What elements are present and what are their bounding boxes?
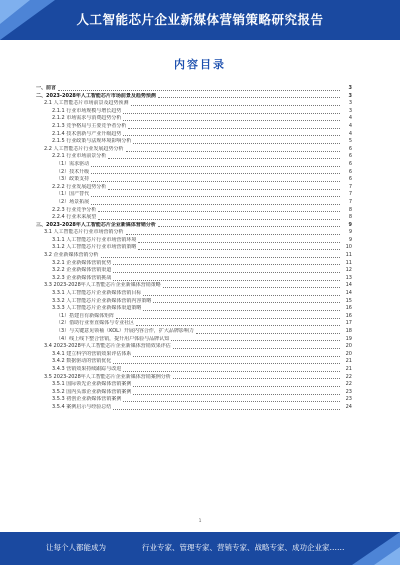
toc-leader-dots xyxy=(108,189,340,190)
toc-entry-page: 8 xyxy=(348,214,352,221)
toc-leader-dots xyxy=(131,105,340,106)
toc-entry-text: 2.1.2 市场需求与消费趋势分析 xyxy=(52,115,122,122)
toc-entry-text: 3.1 人工智能芯片行业市场营销分析 xyxy=(44,229,124,236)
toc-entry-text: （2）技术升级 xyxy=(56,168,90,175)
toc-entry-page: 21 xyxy=(345,358,352,365)
toc-leader-dots xyxy=(123,120,340,121)
toc-leader-dots xyxy=(98,211,340,212)
toc-entry-text: 3.3.3 人工智能芯片企业新媒体渠道策略 xyxy=(52,305,142,312)
toc-leader-dots xyxy=(128,128,340,129)
footer-slogan-left: 让每个人都能成为 xyxy=(46,543,106,552)
toc-leader-dots xyxy=(173,378,340,379)
toc-entry[interactable] xyxy=(36,320,352,328)
report-title: 人工智能芯片企业新媒体营销策略研究报告 xyxy=(76,12,324,27)
toc-entry[interactable] xyxy=(36,169,352,177)
toc-entry-page: 11 xyxy=(345,252,352,259)
toc-entry-text: 2.1.3 竞争格局与主要竞争者分析 xyxy=(52,122,127,129)
toc-entry-page: 13 xyxy=(345,274,352,281)
toc-entry-text: 3.4.1 建立科学的营销效果评估体系 xyxy=(52,350,132,357)
toc-entry[interactable] xyxy=(36,404,352,412)
toc-entry-page: 3 xyxy=(348,100,352,107)
toc-entry-text: 3.5.1 国际领先企业新媒体营销案例 xyxy=(52,381,132,388)
page-header xyxy=(0,0,400,40)
toc-entry[interactable] xyxy=(36,305,352,313)
toc-entry-text: 2.2.4 行业未来展望 xyxy=(52,214,97,221)
toc-leader-dots xyxy=(58,90,340,91)
toc-entry-text: 2.1.4 技术创新与产业升级趋势 xyxy=(52,130,122,137)
toc-entry-text: 一、前言 xyxy=(36,85,57,91)
toc-entry-text: 2.2.1 行业市场前景分析 xyxy=(52,153,107,160)
toc-leader-dots xyxy=(171,340,340,341)
toc-entry-page: 10 xyxy=(345,244,352,251)
toc-entry[interactable] xyxy=(36,275,352,283)
toc-entry-page: 11 xyxy=(345,259,352,266)
toc-entry[interactable] xyxy=(36,267,352,275)
toc-entry[interactable] xyxy=(36,358,352,366)
toc-leader-dots xyxy=(138,242,340,243)
toc-entry[interactable] xyxy=(36,146,352,154)
toc-entry[interactable] xyxy=(36,191,352,199)
toc-entry-text: 3.1.2 人工智能芯片行业市场营销策略 xyxy=(52,244,137,251)
toc-leader-dots xyxy=(91,204,340,205)
toc-entry[interactable] xyxy=(36,351,352,359)
toc-entry-text: 3.4.2 数据驱动的营销优化 xyxy=(52,358,112,365)
toc-entry[interactable] xyxy=(36,138,352,146)
table-of-contents xyxy=(36,85,352,412)
toc-entry-page: 14 xyxy=(345,282,352,289)
toc-entry-page: 14 xyxy=(345,290,352,297)
toc-entry[interactable] xyxy=(36,229,352,237)
toc-entry-page: 19 xyxy=(345,335,352,342)
toc-entry-page: 22 xyxy=(345,381,352,388)
toc-entry-page: 24 xyxy=(345,403,352,410)
footer-slogan-right: 行业专家、管理专家、营销专家、战略专家、成功企业家…… xyxy=(142,543,345,552)
toc-entry-text: （3）政策支持 xyxy=(56,176,90,183)
toc-leader-dots xyxy=(91,173,340,174)
toc-entry[interactable] xyxy=(36,374,352,382)
toc-entry[interactable] xyxy=(36,298,352,306)
toc-entry[interactable] xyxy=(36,199,352,207)
toc-entry-page: 4 xyxy=(348,130,352,137)
toc-leader-dots xyxy=(116,318,340,319)
toc-leader-dots xyxy=(136,325,340,326)
toc-entry-page: 17 xyxy=(345,320,352,327)
toc-entry-text: 3.5.2 国内头部企业新媒体营销案例 xyxy=(52,388,132,395)
toc-entry[interactable] xyxy=(36,153,352,161)
toc-entry[interactable] xyxy=(36,343,352,351)
toc-leader-dots xyxy=(113,409,340,410)
toc-entry[interactable] xyxy=(36,207,352,215)
page-footer xyxy=(0,532,400,565)
toc-leader-dots xyxy=(98,219,340,220)
toc-entry[interactable] xyxy=(36,222,352,230)
toc-entry[interactable] xyxy=(36,252,352,260)
toc-leader-dots xyxy=(91,166,340,167)
toc-entry[interactable] xyxy=(36,260,352,268)
toc-entry-text: 3.3 2023-2028年人工智能芯片企业新媒体营销策略 xyxy=(44,282,161,289)
toc-entry-text: 2.1.1 行业市场规模与增长趋势 xyxy=(52,107,122,114)
toc-leader-dots xyxy=(123,371,340,372)
toc-entry-page: 6 xyxy=(348,168,352,175)
toc-entry-text: （3）与关键意见领袖（KOL）开展内容合作，扩大品牌影响力 xyxy=(56,328,194,334)
toc-entry-page: 6 xyxy=(348,153,352,160)
toc-entry-page: 9 xyxy=(348,236,352,243)
toc-entry-page: 8 xyxy=(348,206,352,213)
toc-entry[interactable] xyxy=(36,184,352,192)
toc-leader-dots xyxy=(163,287,340,288)
toc-leader-dots xyxy=(123,113,340,114)
toc-entry[interactable] xyxy=(36,244,352,252)
toc-entry-text: 3.3.1 人工智能芯片企业新媒体营销目标 xyxy=(52,290,142,297)
toc-entry-page: 12 xyxy=(345,267,352,274)
toc-entry-page: 20 xyxy=(345,350,352,357)
toc-entry-page: 7 xyxy=(348,183,352,190)
toc-entry-text: （4）线上线下整合营销，提升用户体验与品牌认知 xyxy=(56,335,170,342)
toc-entry-text: 3.2.3 企业新媒体营销挑战 xyxy=(52,274,112,281)
toc-entry-page: 7 xyxy=(348,191,352,198)
toc-leader-dots xyxy=(108,158,340,159)
toc-leader-dots xyxy=(126,151,340,152)
toc-entry[interactable] xyxy=(36,381,352,389)
toc-entry-page: 15 xyxy=(345,297,352,304)
toc-entry-text: （1）国产替代 xyxy=(56,191,90,198)
toc-entry[interactable] xyxy=(36,108,352,116)
toc-entry-text: 3.5.4 案例启示与经验总结 xyxy=(52,403,112,410)
toc-entry-page: 5 xyxy=(348,138,352,145)
toc-entry-text: 3.2.2 企业新媒体营销渠道 xyxy=(52,267,112,274)
toc-entry-page: 9 xyxy=(348,221,352,228)
toc-leader-dots xyxy=(143,295,340,296)
toc-leader-dots xyxy=(133,394,340,395)
toc-entry-text: 3.2 企业新媒体营销分析 xyxy=(44,252,99,259)
toc-leader-dots xyxy=(143,310,340,311)
toc-entry-page: 3 xyxy=(348,85,352,91)
toc-entry-text: 3.1.1 人工智能芯片行业市场营销环境 xyxy=(52,236,137,243)
toc-entry[interactable] xyxy=(36,328,352,336)
toc-leader-dots xyxy=(113,272,340,273)
toc-leader-dots xyxy=(91,196,340,197)
toc-leader-dots xyxy=(126,234,340,235)
toc-entry-text: 3.5.3 初创企业新媒体营销案例 xyxy=(52,396,122,403)
toc-entry[interactable] xyxy=(36,123,352,131)
toc-entry-page: 22 xyxy=(345,373,352,380)
toc-entry-text: （1）搭建自有新媒体矩阵 xyxy=(56,312,115,319)
toc-leader-dots xyxy=(113,363,340,364)
toc-entry[interactable] xyxy=(36,389,352,397)
toc-leader-dots xyxy=(133,356,340,357)
toc-leader-dots xyxy=(91,181,340,182)
toc-entry[interactable] xyxy=(36,214,352,222)
toc-leader-dots xyxy=(173,348,340,349)
toc-entry-page: 9 xyxy=(348,229,352,236)
toc-entry[interactable] xyxy=(36,85,352,93)
toc-leader-dots xyxy=(113,280,340,281)
toc-entry[interactable] xyxy=(36,396,352,404)
toc-entry[interactable] xyxy=(36,93,352,101)
toc-entry-text: 2.1.5 行业政策与法规环境影响分析 xyxy=(52,138,132,145)
page-number: 1 xyxy=(198,519,202,524)
toc-leader-dots xyxy=(101,257,340,258)
toc-entry-text: 3.4.3 营销效果持续跟踪与改进 xyxy=(52,365,122,372)
toc-leader-dots xyxy=(133,143,340,144)
toc-entry-page: 23 xyxy=(345,388,352,395)
toc-entry-text: 2.2 人工智能芯片行业发展趋势分析 xyxy=(44,145,124,152)
toc-entry-text: 3.5 2023-2028年人工智能芯片企业新媒体营销案例分析 xyxy=(44,373,171,380)
toc-entry-page: 6 xyxy=(348,160,352,167)
toc-entry-text: 三、2023-2028年人工智能芯片企业新媒体营销分析 xyxy=(36,221,156,228)
toc-entry-text: 3.3.2 人工智能芯片企业新媒体营销内容策略 xyxy=(52,297,152,304)
toc-leader-dots xyxy=(113,264,340,265)
toc-leader-dots xyxy=(158,226,340,227)
toc-entry[interactable] xyxy=(36,100,352,108)
toc-entry[interactable] xyxy=(36,290,352,298)
toc-entry-page: 7 xyxy=(348,198,352,205)
toc-entry[interactable] xyxy=(36,282,352,290)
footer-decoration-accent xyxy=(374,547,400,565)
toc-entry[interactable] xyxy=(36,313,352,321)
toc-entry-page: 3 xyxy=(348,107,352,114)
toc-title: 内容目录 xyxy=(174,58,226,71)
toc-entry[interactable] xyxy=(36,131,352,139)
toc-entry-page: 21 xyxy=(345,365,352,372)
toc-leader-dots xyxy=(153,302,340,303)
toc-entry-text: （2）借助行业垂直媒体与专业社区 xyxy=(56,320,135,327)
toc-leader-dots xyxy=(138,249,340,250)
toc-leader-dots xyxy=(196,333,340,334)
toc-entry-text: 3.4 2023-2028年人工智能芯片企业新媒体营销效果评估 xyxy=(44,343,171,350)
toc-entry-page: 6 xyxy=(348,145,352,152)
toc-entry[interactable] xyxy=(36,176,352,184)
toc-entry-page: 3 xyxy=(348,92,352,99)
toc-entry-text: 2.2.2 行业发展趋势分析 xyxy=(52,183,107,190)
toc-entry-text: （2）场景拓展 xyxy=(56,198,90,205)
toc-entry[interactable] xyxy=(36,161,352,169)
toc-entry-text: （1）需求驱动 xyxy=(56,160,90,167)
toc-entry-page: 23 xyxy=(345,396,352,403)
toc-leader-dots xyxy=(158,97,340,98)
toc-entry-text: 2.1 人工智能芯片市场前景及趋势预测 xyxy=(44,100,129,107)
toc-entry-page: 4 xyxy=(348,122,352,129)
toc-leader-dots xyxy=(133,386,340,387)
toc-entry-text: 2.2.3 行业竞争分析 xyxy=(52,206,97,213)
toc-entry[interactable] xyxy=(36,115,352,123)
toc-entry-text: 3.2.1 企业新媒体营销优势 xyxy=(52,259,112,266)
toc-entry-page: 16 xyxy=(345,305,352,312)
toc-entry-page: 16 xyxy=(345,312,352,319)
toc-entry-text: 二、2023-2028年人工智能芯片市场前景及趋势预测 xyxy=(36,92,156,99)
toc-entry-page: 6 xyxy=(348,176,352,183)
toc-entry[interactable] xyxy=(36,366,352,374)
toc-entry-page: 18 xyxy=(345,328,352,334)
toc-entry-page: 20 xyxy=(345,343,352,350)
toc-leader-dots xyxy=(123,401,340,402)
toc-entry-page: 4 xyxy=(348,115,352,122)
toc-entry[interactable] xyxy=(36,237,352,245)
toc-entry[interactable] xyxy=(36,336,352,344)
toc-leader-dots xyxy=(123,135,340,136)
